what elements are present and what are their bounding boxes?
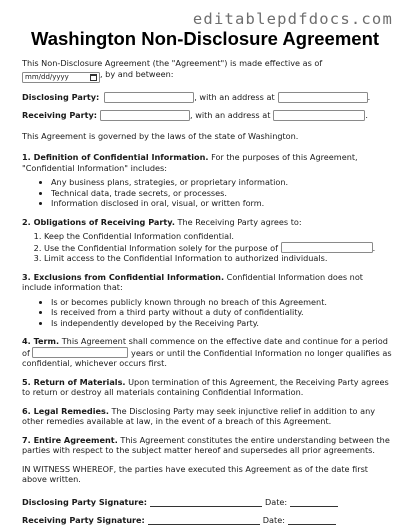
of-text: of <box>22 347 30 358</box>
list-item <box>44 242 394 254</box>
section-7-line-1 <box>22 435 394 446</box>
list-item: • Is received from a third party without a duty of confidentiality. <box>51 307 394 318</box>
section-1-heading: 1. Definition of Confidential Information. <box>22 152 209 162</box>
row-end: . <box>367 92 371 103</box>
intro-after: , by and between: <box>100 68 174 79</box>
receiving-signature-line[interactable] <box>148 516 260 525</box>
list-item: • Any business plans, strategies, or proprietary information. <box>51 177 394 188</box>
row-end: . <box>365 110 369 121</box>
list-item: • Is independently developed by the Receiving Party. <box>51 318 394 329</box>
term-years-field[interactable] <box>32 347 128 358</box>
purpose-end: . <box>372 242 376 253</box>
effective-date-field[interactable] <box>22 72 100 83</box>
receiving-party-label: Receiving Party: <box>22 110 98 121</box>
section-4-line-2 <box>22 347 394 359</box>
section-6-text: The Disclosing Party may seek injunctive relief in addition to any <box>111 405 376 416</box>
section-4-text: This Agreement shall commence on the effective date and continue for a period <box>61 336 388 346</box>
disclosing-signature-line[interactable] <box>150 498 262 507</box>
witness-line-1: IN WITNESS WHEREOF, the parties have executed this Agreement as of the date first <box>22 463 368 474</box>
disclosing-party-name-field[interactable] <box>104 92 194 103</box>
section-1-list <box>22 177 394 209</box>
section-7-heading: 7. Entire Agreement. <box>22 434 118 445</box>
page-title: Washington Non-Disclosure Agreement <box>30 28 380 49</box>
section-1-text: For the purposes of this Agreement, <box>211 152 358 162</box>
list-item: • Is or becomes publicly known through no breach of this Agreement. <box>51 297 394 308</box>
section-4-text-2: years or until the Confidential Information no longer qualifies as <box>131 347 392 358</box>
witness-line-2: above written. <box>22 474 81 484</box>
receiving-date-line[interactable] <box>288 516 336 525</box>
disclosing-date-line[interactable] <box>290 498 338 507</box>
section-4-line-3: confidential, whichever occurs first. <box>22 358 167 368</box>
section-5-heading: 5. Return of Materials. <box>22 376 126 387</box>
section-4-heading: 4. Term. <box>22 336 60 346</box>
receiving-party-address-field[interactable] <box>273 110 365 121</box>
section-2-list <box>22 231 394 264</box>
purpose-text: Use the Confidential Information solely for the purpose of <box>44 242 278 253</box>
section-1-line-1 <box>22 152 394 163</box>
section-2-line-1 <box>22 217 394 228</box>
section-3-list <box>22 297 394 329</box>
disclosing-party-row <box>22 91 394 105</box>
receiving-party-row <box>22 109 394 123</box>
receiving-signature-row <box>22 514 394 528</box>
calendar-icon[interactable] <box>90 74 97 81</box>
section-2-heading: 2. Obligations of Receiving Party. <box>22 216 175 227</box>
governing-law: This Agreement is governed by the laws of the state of Washington. <box>22 130 299 141</box>
address-text: , with an address at <box>194 92 275 103</box>
disclosing-party-label: Disclosing Party: <box>22 92 100 103</box>
purpose-field[interactable] <box>281 242 373 253</box>
list-item: 1. Keep the Confidential Information confidential. <box>44 231 394 242</box>
section-3-heading: 3. Exclusions from Confidential Information. <box>22 271 225 282</box>
site-watermark: editablepdfdocs.com <box>192 10 393 28</box>
receiving-signature-label: Receiving Party Signature: <box>22 515 145 526</box>
disclosing-signature-row <box>22 496 394 510</box>
intro-line-2 <box>22 69 394 83</box>
section-1-line-2: "Confidential Information" includes: <box>22 162 167 173</box>
section-5-text: Upon termination of this Agreement, the Receiving Party agrees <box>128 376 389 387</box>
section-2-text: The Receiving Party agrees to: <box>177 216 302 227</box>
intro-line-1: This Non-Disclosure Agreement (the "Agreement") is made effective as of <box>22 58 323 68</box>
agreement-body <box>22 58 394 528</box>
section-3-line-1 <box>22 272 394 283</box>
disclosing-party-address-field[interactable] <box>278 92 368 103</box>
address-text: , with an address at <box>190 110 271 121</box>
section-5-line-2: to return or destroy all materials containing Confidential Information. <box>22 387 304 397</box>
section-3-text: Confidential Information does not <box>226 271 363 282</box>
list-item: • Information disclosed in oral, visual, or written form. <box>51 198 394 209</box>
section-7-line-2: parties with respect to the subject matter hereof and supersedes all prior agreements. <box>22 445 375 455</box>
list-item: • Technical data, trade secrets, or processes. <box>51 188 394 199</box>
section-6-heading: 6. Legal Remedies. <box>22 405 109 416</box>
section-7-text: This Agreement constitutes the entire understanding between the <box>120 434 390 445</box>
date-placeholder: mm/dd/yyyy <box>25 72 69 81</box>
section-5-line-1 <box>22 377 394 388</box>
section-6-line-1 <box>22 406 394 417</box>
list-item: 3. Limit access to the Confidential Information to authorized individuals. <box>44 253 394 264</box>
receiving-party-name-field[interactable] <box>100 110 190 121</box>
disclosing-signature-label: Disclosing Party Signature: <box>22 497 147 508</box>
date-label: Date: <box>262 515 285 526</box>
date-label: Date: <box>265 497 288 508</box>
section-6-line-2: other remedies available at law, in the event of a breach of this Agreement. <box>22 416 332 426</box>
section-4-line-1 <box>22 336 394 347</box>
section-3-line-2: include information that: <box>22 282 123 292</box>
